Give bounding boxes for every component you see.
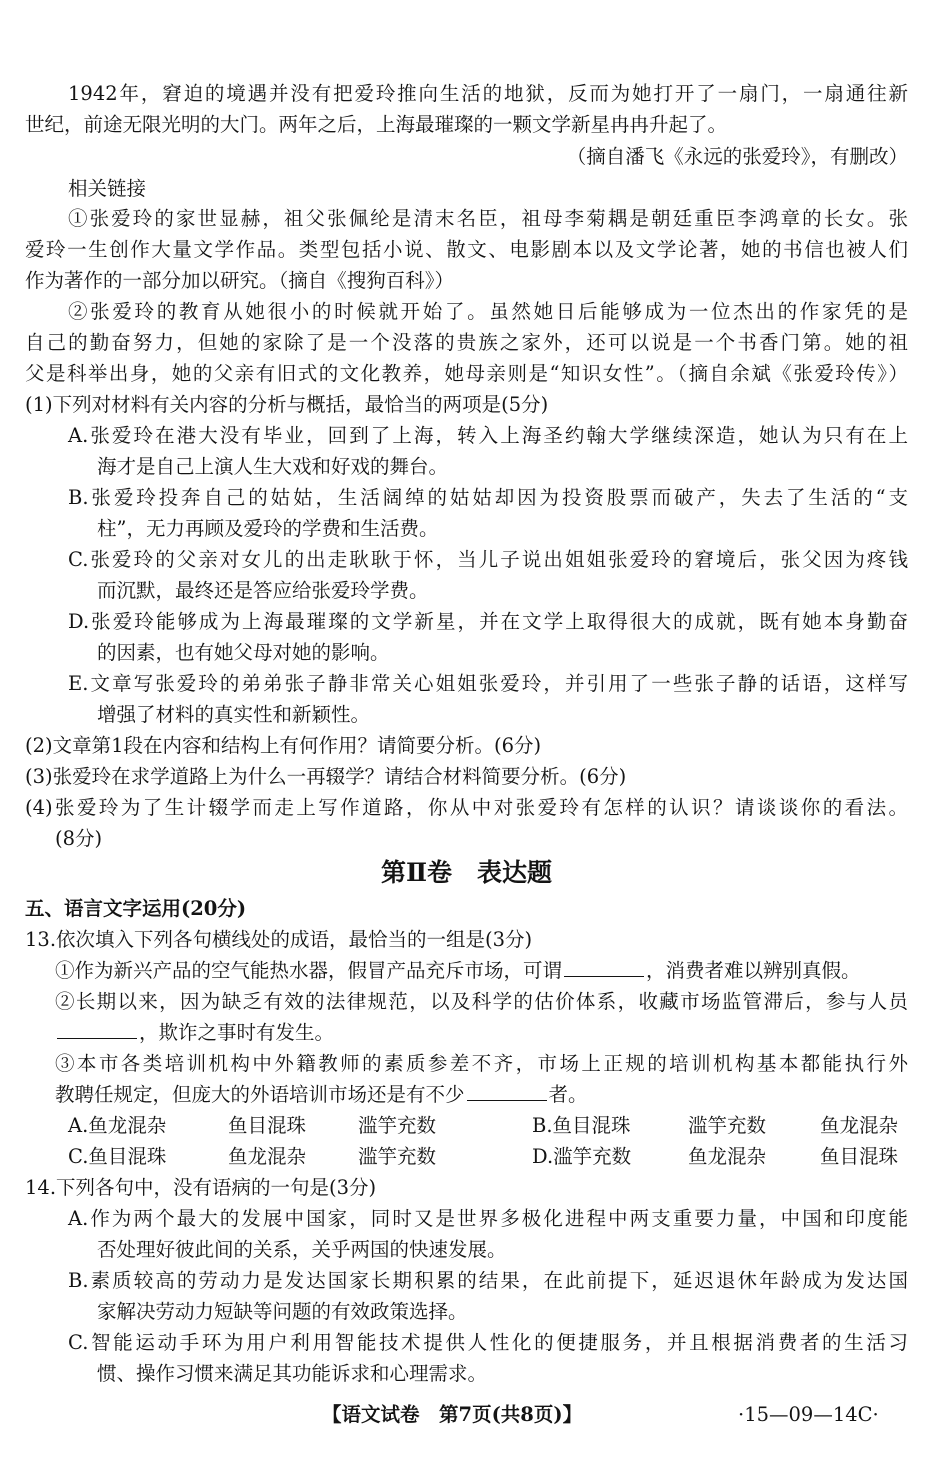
answer-blank[interactable] [467,1082,547,1101]
question-stem: (1)下列对材料有关内容的分析与概括，最恰当的两项是(5分) [25,393,549,416]
q13-sentence-2-cont: ，欺诈之事时有发生。 [55,1020,334,1046]
q13-sentence-3-cont: 教聘任规定，但庞大的外语培训市场还是有不少 者。 [55,1083,588,1106]
q13-sentence-3: ③本市各类培训机构中外籍教师的素质参差不齐，市场上正规的培训机构基本都能执行外 [55,1052,908,1075]
answer-blank[interactable] [57,1020,137,1039]
option-c-word: 滥竽充数 [358,1145,437,1168]
option-a: A.作为两个最大的发展中国家，同时又是世界多极化进程中两支重要力量，中国和印度能 [68,1207,908,1230]
option-b: B.素质较高的劳动力是发达国家长期积累的结果，在此前提下，延迟退休年龄成为发达国 [68,1269,908,1292]
paper-code: ·15—09—14C· [738,1403,879,1426]
option-c: C.智能运动手环为用户利用智能技术提供人性化的便捷服务，并且根据消费者的生活习 [68,1331,908,1354]
option-c-label: C.鱼目混珠 [68,1145,167,1168]
related-line: ①张爱玲的家世显赫，祖父张佩纶是清末名臣，祖母李菊耦是朝廷重臣李鸿章的长女。张 [68,207,908,230]
option-d: D.张爱玲能够成为上海最璀璨的文学新星，并在文学上取得很大的成就，既有她本身勤奋 [68,610,908,633]
question-stem: (3)张爱玲在求学道路上为什么一再辍学？请结合材料简要分析。(6分) [25,765,627,788]
option-b: B.张爱玲投奔自己的姑姑，生活阔绰的姑姑却因为投资股票而破产，失去了生活的“支 [68,486,908,509]
passage-source: （摘自潘飞《永远的张爱玲》，有删改） [566,145,908,168]
option-a-cont: 否处理好彼此间的关系，关乎两国的快速发展。 [97,1238,507,1261]
question-stem: (2)文章第1段在内容和结构上有何作用？请简要分析。(6分) [25,734,542,757]
related-line: ②张爱玲的教育从她很小的时候就开始了。虽然她日后能够成为一位杰出的作家凭的是 [68,300,908,323]
related-line: 自己的勤奋努力，但她的家除了是一个没落的贵族之家外，还可以说是一个书香门第。她的祖 [25,331,908,354]
option-a-word: 滥竽充数 [358,1114,437,1137]
related-links-heading: 相关链接 [68,177,147,200]
option-d-cont: 的因素，也有她父母对她的影响。 [97,641,390,664]
option-d-label: D.滥竽充数 [532,1145,632,1168]
option-c-cont: 而沉默，最终还是答应给张爱玲学费。 [97,579,429,602]
option-d-word: 鱼目混珠 [820,1145,899,1168]
related-line: 爱玲一生创作大量文学作品。类型包括小说、散文、电影剧本以及文学论著，她的书信也被人们 [25,238,908,261]
option-d-word: 鱼龙混杂 [688,1145,767,1168]
option-e-cont: 增强了材料的真实性和新颖性。 [97,703,371,726]
option-b-cont: 柱”，无力再顾及爱玲的学费和生活费。 [97,517,439,540]
page-footer: 【语文试卷 第7页(共8页)】 [322,1403,583,1426]
option-a-word: 鱼目混珠 [228,1114,307,1137]
related-line: 父是科举出身，她的父亲有旧式的文化教养，她母亲则是“知识女性”。（摘自余斌《张爱玲传》） [25,362,908,385]
option-e: E.文章写张爱玲的弟弟张子静非常关心姐姐张爱玲，并引用了一些张子静的话语，这样写 [68,672,908,695]
q13-sentence-1: ①作为新兴产品的空气能热水器，假冒产品充斥市场，可谓 ，消费者难以辨别真假。 [55,959,861,982]
option-c-cont: 惯、操作习惯来满足其功能诉求和心理需求。 [97,1362,488,1385]
option-b-word: 滥竽充数 [688,1114,767,1137]
option-b-cont: 家解决劳动力短缺等问题的有效政策选择。 [97,1300,468,1323]
answer-blank[interactable] [564,958,644,977]
option-c-word: 鱼龙混杂 [228,1145,307,1168]
section-title: 第Ⅱ卷 表达题 [380,858,553,887]
option-a: A.张爱玲在港大没有毕业，回到了上海，转入上海圣约翰大学继续深造，她认为只有在上 [68,424,908,447]
q13-sentence-2: ②长期以来，因为缺乏有效的法律规范，以及科学的估价体系，收藏市场监管滞后，参与人员 [55,990,908,1013]
option-b-label: B.鱼目混珠 [532,1114,631,1137]
question-stem: 13.依次填入下列各句横线处的成语，最恰当的一组是(3分) [25,928,533,951]
question-stem: (4)张爱玲为了生计辍学而走上写作道路，你从中对张爱玲有怎样的认识？请谈谈你的看法。 [25,796,908,819]
part-heading: 五、语言文字运用(20分) [25,897,247,920]
question-stem-cont: (8分) [55,827,103,850]
option-a-label: A.鱼龙混杂 [68,1114,167,1137]
option-c: C.张爱玲的父亲对女儿的出走耿耿于怀，当儿子说出姐姐张爱玲的窘境后，张父因为疼钱 [68,548,908,571]
question-stem: 14.下列各句中，没有语病的一句是(3分) [25,1176,377,1199]
option-b-word: 鱼龙混杂 [820,1114,899,1137]
option-a-cont: 海才是自己上演人生大戏和好戏的舞台。 [97,455,449,478]
passage-line: 世纪，前途无限光明的大门。两年之后，上海最璀璨的一颗文学新星冉冉升起了。 [25,113,728,136]
passage-line: 1942年，窘迫的境遇并没有把爱玲推向生活的地狱，反而为她打开了一扇门，一扇通往新 [68,82,908,105]
related-line: 作为著作的一部分加以研究。（摘自《搜狗百科》） [25,269,455,292]
